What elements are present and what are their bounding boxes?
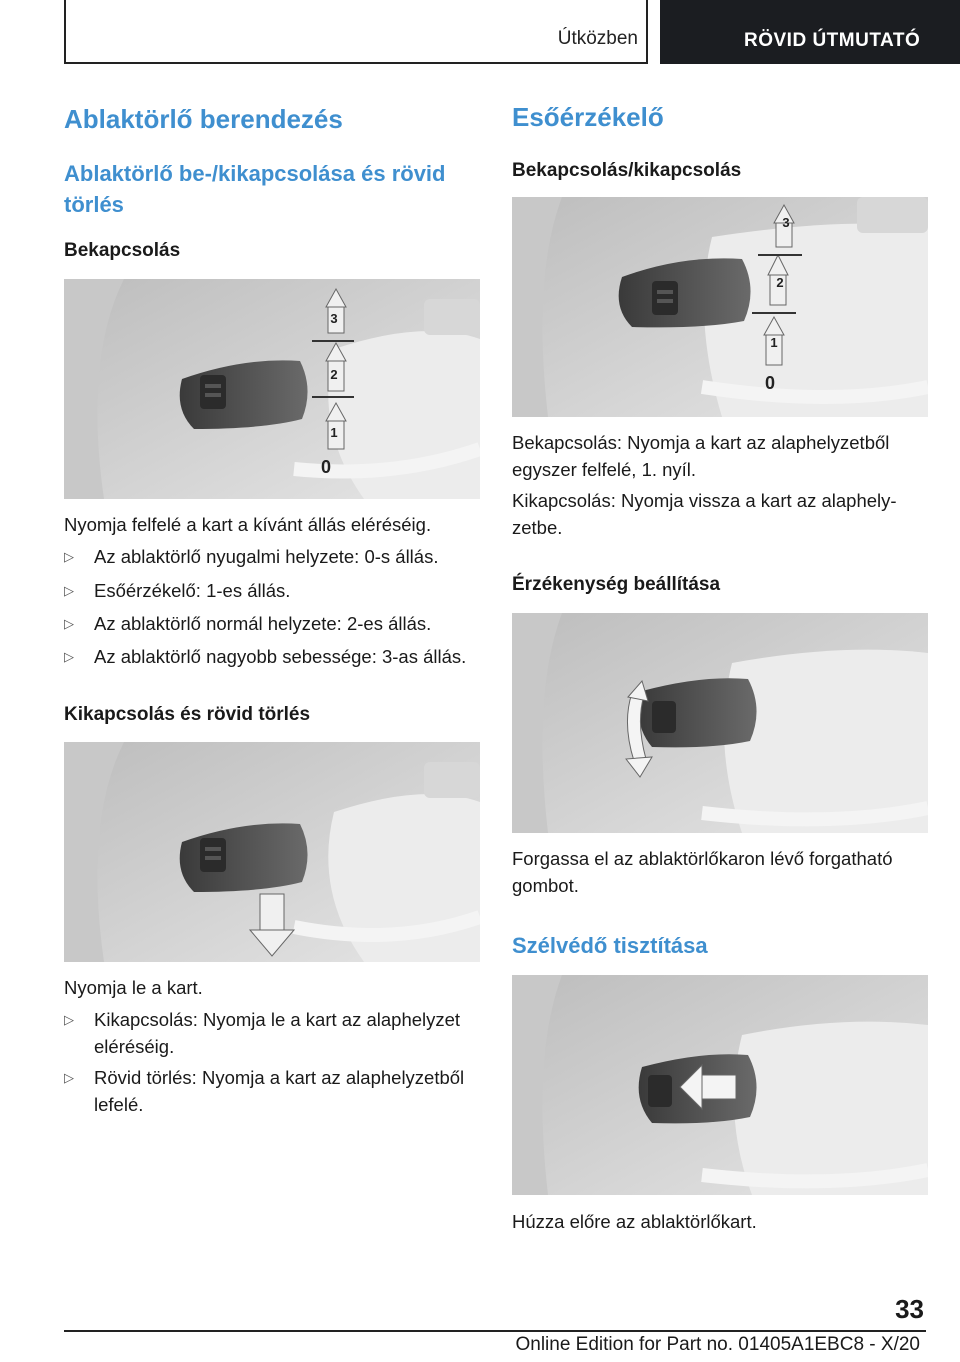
switch-on-illustration <box>64 279 480 499</box>
label-position-0: 0 <box>764 373 776 393</box>
windshield-illustration <box>512 975 928 1195</box>
section-subtitle: Ablaktörlő be-/kikapcsolása és rövid törlés <box>64 161 446 217</box>
rain-sensor-heading: Bekapcsolás/kikapcsolás <box>512 160 742 181</box>
label-position-3: 3 <box>782 215 790 230</box>
list-item: ▷ Az ablaktörlő normál helyzete: 2-es állás. <box>64 610 480 637</box>
label-position-1: 1 <box>770 335 778 350</box>
label-position-1: 1 <box>330 425 338 440</box>
list-item: ▷ Az ablaktörlő nyugalmi helyzete: 0-s állás. <box>64 543 480 570</box>
bullet-arrow-icon: ▷ <box>64 1070 74 1085</box>
bullet-arrow-icon: ▷ <box>64 649 74 664</box>
switch-off-illustration <box>64 742 480 962</box>
label-position-3: 3 <box>330 311 338 326</box>
sensitivity-illustration <box>512 613 928 833</box>
list-item: ▷ Kikapcsolás: Nyomja le a kart az alaphelyzet eléréséig. <box>64 1006 480 1060</box>
windshield-title: Szélvédő tisztítása <box>512 933 708 958</box>
header-chapter-title: RÖVID ÚTMUTATÓ <box>744 30 921 51</box>
list-item: ▷ Esőérzékelő: 1-es állás. <box>64 577 480 604</box>
bullet-arrow-icon: ▷ <box>64 549 74 564</box>
sensitivity-heading: Érzékenység beállítása <box>512 574 721 595</box>
rain-sensor-title: Esőérzékelő <box>512 102 664 132</box>
label-position-2: 2 <box>330 367 338 382</box>
rain-sensor-on-text: Bekapcsolás: Nyomja a kart az alaphelyzetből egyszer felfelé, 1. nyíl. <box>512 432 890 480</box>
label-position-0: 0 <box>320 457 332 477</box>
windshield-text: Húzza előre az ablaktörlőkart. <box>512 1211 757 1232</box>
label-position-2: 2 <box>776 275 784 290</box>
page-title: Ablaktörlő berendezés <box>64 104 343 134</box>
bullet-arrow-icon: ▷ <box>64 616 74 631</box>
header-section-title: Útközben <box>557 28 638 49</box>
header-section-box <box>64 0 648 64</box>
bullet-arrow-icon: ▷ <box>64 1012 74 1027</box>
footer-edition: Online Edition for Part no. 01405A1EBC8 - X/20 <box>515 1334 920 1355</box>
switch-off-heading: Kikapcsolás és rövid törlés <box>64 704 311 725</box>
sensitivity-text: Forgassa el az ablaktörlőkaron lévő forgatható gombot. <box>512 848 893 896</box>
header-chapter-box <box>660 0 960 64</box>
list-item: ▷ Rövid törlés: Nyomja a kart az alaphelyzetből lefelé. <box>64 1064 480 1118</box>
switch-on-heading: Bekapcsolás <box>64 240 181 261</box>
page-number: 33 <box>895 1294 924 1324</box>
switch-on-intro: Nyomja felfelé a kart a kívánt állás eléréséig. <box>64 514 432 535</box>
rain-sensor-off-text: Kikapcsolás: Nyomja vissza a kart az alaphely-zetbe. <box>512 490 897 538</box>
switch-off-intro: Nyomja le a kart. <box>64 977 203 998</box>
rain-sensor-illustration <box>512 197 928 417</box>
bullet-arrow-icon: ▷ <box>64 583 74 598</box>
footer-divider <box>64 1330 926 1332</box>
list-item: ▷ Az ablaktörlő nagyobb sebessége: 3-as állás. <box>64 643 480 670</box>
